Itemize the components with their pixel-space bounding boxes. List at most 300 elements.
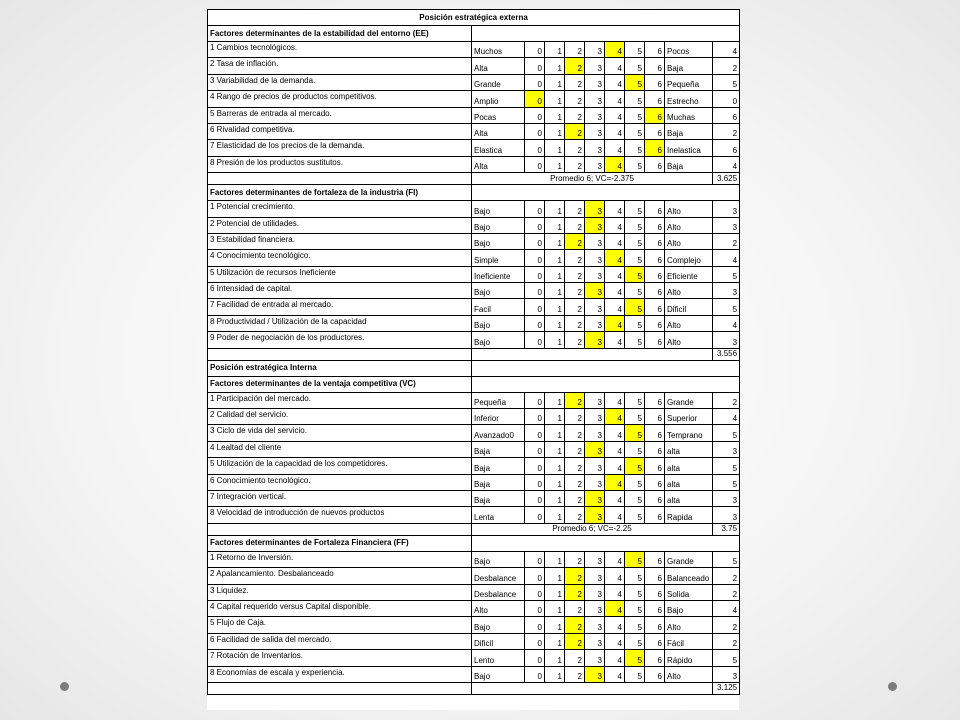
scale-cell-4: 4 bbox=[605, 666, 625, 682]
scale-cell-6: 6 bbox=[645, 568, 665, 584]
scale-cell-4: 4 bbox=[605, 458, 625, 474]
scale-right-label: Complejo bbox=[665, 250, 713, 266]
factor-label: 3 Variabilidad de la demanda. bbox=[208, 74, 472, 90]
factor-label: 8 Productividad / Utilización de la capacidad bbox=[208, 315, 472, 331]
scale-cell-1: 1 bbox=[545, 490, 565, 506]
scale-cell-1: 1 bbox=[545, 425, 565, 441]
scale-cell-0: 0 bbox=[525, 409, 545, 425]
scale-right-label: Pequeña bbox=[665, 74, 713, 90]
scale-cell-0: 0 bbox=[525, 458, 545, 474]
summary-blank bbox=[208, 348, 472, 360]
scale-cell-6: 6 bbox=[645, 392, 665, 408]
scale-cell-4: 4 bbox=[605, 392, 625, 408]
scale-cell-3: 3 bbox=[585, 201, 605, 217]
scale-left-label: Bajo bbox=[472, 283, 525, 299]
section-title: Factores determinantes de Fortaleza Financiera (FF) bbox=[208, 535, 472, 551]
scale-cell-3: 3 bbox=[585, 650, 605, 666]
scale-cell-0: 0 bbox=[525, 568, 545, 584]
scale-cell-0: 0 bbox=[525, 315, 545, 331]
scale-cell-6: 6 bbox=[645, 217, 665, 233]
factor-score: 0 bbox=[713, 91, 740, 107]
factor-row bbox=[208, 217, 740, 233]
scale-cell-4: 4 bbox=[605, 568, 625, 584]
scale-cell-1: 1 bbox=[545, 507, 565, 523]
factor-row bbox=[208, 140, 740, 156]
scale-right-label: Rápido bbox=[665, 650, 713, 666]
factor-row bbox=[208, 58, 740, 74]
scale-right-label: Dificil bbox=[665, 299, 713, 315]
scale-right-label: Alto bbox=[665, 666, 713, 682]
factor-score: 3 bbox=[713, 332, 740, 348]
scale-cell-6: 6 bbox=[645, 666, 665, 682]
scale-cell-3: 3 bbox=[585, 584, 605, 600]
scale-cell-4: 4 bbox=[605, 58, 625, 74]
factor-score: 5 bbox=[713, 474, 740, 490]
scale-cell-1: 1 bbox=[545, 409, 565, 425]
scale-left-label: Elastica bbox=[472, 140, 525, 156]
scale-cell-4: 4 bbox=[605, 233, 625, 249]
scale-right-label: Bajo bbox=[665, 600, 713, 616]
factor-row bbox=[208, 425, 740, 441]
scale-left-label: Bajo bbox=[472, 617, 525, 633]
factor-label: 2 Apalancamiento. Desbalanceado bbox=[208, 568, 472, 584]
scale-right-label: Alto bbox=[665, 201, 713, 217]
scale-cell-5: 5 bbox=[625, 441, 645, 457]
scale-cell-4: 4 bbox=[605, 600, 625, 616]
scale-right-label: Estrecho bbox=[665, 91, 713, 107]
scale-cell-3: 3 bbox=[585, 42, 605, 58]
factor-row bbox=[208, 283, 740, 299]
scale-cell-6: 6 bbox=[645, 507, 665, 523]
scale-cell-5: 5 bbox=[625, 551, 645, 567]
section-title: Factores determinantes de fortaleza de la industria (FI) bbox=[208, 185, 472, 201]
scale-cell-3: 3 bbox=[585, 474, 605, 490]
scale-cell-1: 1 bbox=[545, 332, 565, 348]
scale-cell-2: 2 bbox=[565, 315, 585, 331]
factor-score: 2 bbox=[713, 123, 740, 139]
scale-right-label: Fácil bbox=[665, 633, 713, 649]
scale-cell-3: 3 bbox=[585, 266, 605, 282]
scale-left-label: Bajo bbox=[472, 217, 525, 233]
scale-cell-6: 6 bbox=[645, 458, 665, 474]
scale-cell-4: 4 bbox=[605, 633, 625, 649]
scale-cell-5: 5 bbox=[625, 58, 645, 74]
section-title: Factores determinantes de la estabilidad del entorno (EE) bbox=[208, 26, 472, 42]
scale-cell-4: 4 bbox=[605, 650, 625, 666]
scale-cell-5: 5 bbox=[625, 74, 645, 90]
scale-cell-5: 5 bbox=[625, 233, 645, 249]
scale-cell-4: 4 bbox=[605, 299, 625, 315]
scale-cell-1: 1 bbox=[545, 201, 565, 217]
scale-cell-1: 1 bbox=[545, 600, 565, 616]
scale-cell-3: 3 bbox=[585, 217, 605, 233]
scale-cell-4: 4 bbox=[605, 74, 625, 90]
factor-row bbox=[208, 42, 740, 58]
scale-cell-0: 0 bbox=[525, 217, 545, 233]
factor-row bbox=[208, 507, 740, 523]
scale-cell-1: 1 bbox=[545, 250, 565, 266]
section-average bbox=[472, 682, 713, 694]
scale-right-label: alta bbox=[665, 490, 713, 506]
scale-right-label: Alto bbox=[665, 315, 713, 331]
factor-score: 6 bbox=[713, 140, 740, 156]
scale-cell-0: 0 bbox=[525, 156, 545, 172]
scale-cell-2: 2 bbox=[565, 107, 585, 123]
scale-cell-1: 1 bbox=[545, 74, 565, 90]
scale-cell-3: 3 bbox=[585, 283, 605, 299]
scale-cell-0: 0 bbox=[525, 600, 545, 616]
factor-score: 5 bbox=[713, 266, 740, 282]
scale-left-label: Desbalance bbox=[472, 584, 525, 600]
factor-row bbox=[208, 441, 740, 457]
scale-cell-2: 2 bbox=[565, 283, 585, 299]
factor-score: 3 bbox=[713, 201, 740, 217]
factor-score: 3 bbox=[713, 217, 740, 233]
scale-cell-1: 1 bbox=[545, 617, 565, 633]
factor-label: 6 Intensidad de capital. bbox=[208, 283, 472, 299]
scale-left-label: Alto bbox=[472, 600, 525, 616]
scale-cell-4: 4 bbox=[605, 217, 625, 233]
scale-cell-6: 6 bbox=[645, 425, 665, 441]
section-total: 3.125 bbox=[713, 682, 740, 694]
scale-left-label: Desbalance bbox=[472, 568, 525, 584]
scale-cell-5: 5 bbox=[625, 425, 645, 441]
scale-left-label: Baja bbox=[472, 490, 525, 506]
factor-label: 7 Facilidad de entrada al mercado. bbox=[208, 299, 472, 315]
section-header-row bbox=[208, 26, 740, 42]
factor-row bbox=[208, 201, 740, 217]
scale-cell-6: 6 bbox=[645, 58, 665, 74]
scale-cell-5: 5 bbox=[625, 266, 645, 282]
strategic-position-sheet bbox=[207, 9, 739, 710]
factor-score: 5 bbox=[713, 551, 740, 567]
scale-cell-3: 3 bbox=[585, 233, 605, 249]
scale-left-label: Ineficiente bbox=[472, 266, 525, 282]
scale-cell-4: 4 bbox=[605, 123, 625, 139]
section-title: Factores determinantes de la ventaja competitiva (VC) bbox=[208, 376, 472, 392]
scale-left-label: Bajo bbox=[472, 551, 525, 567]
scale-left-label: Muchos bbox=[472, 42, 525, 58]
scale-left-label: Baja bbox=[472, 474, 525, 490]
factor-score: 2 bbox=[713, 568, 740, 584]
scale-cell-1: 1 bbox=[545, 123, 565, 139]
scale-cell-3: 3 bbox=[585, 156, 605, 172]
scale-cell-3: 3 bbox=[585, 74, 605, 90]
scale-cell-0: 0 bbox=[525, 617, 545, 633]
scale-cell-1: 1 bbox=[545, 140, 565, 156]
scale-left-label: Facil bbox=[472, 299, 525, 315]
scale-cell-3: 3 bbox=[585, 633, 605, 649]
strategic-position-table bbox=[207, 9, 740, 695]
scale-cell-0: 0 bbox=[525, 123, 545, 139]
factor-score: 5 bbox=[713, 458, 740, 474]
scale-cell-5: 5 bbox=[625, 650, 645, 666]
scale-right-label: Superior bbox=[665, 409, 713, 425]
scale-cell-0: 0 bbox=[525, 650, 545, 666]
factor-label: 3 Estabilidad financiera. bbox=[208, 233, 472, 249]
scale-cell-3: 3 bbox=[585, 392, 605, 408]
scale-cell-6: 6 bbox=[645, 299, 665, 315]
scale-right-label: Inelastica bbox=[665, 140, 713, 156]
scale-cell-3: 3 bbox=[585, 507, 605, 523]
scale-cell-0: 0 bbox=[525, 299, 545, 315]
scale-cell-0: 0 bbox=[525, 507, 545, 523]
scale-cell-0: 0 bbox=[525, 91, 545, 107]
factor-label: 5 Barreras de entrada al mercado. bbox=[208, 107, 472, 123]
scale-cell-1: 1 bbox=[545, 650, 565, 666]
scale-cell-4: 4 bbox=[605, 140, 625, 156]
section-header-blank bbox=[472, 26, 740, 42]
scale-cell-2: 2 bbox=[565, 201, 585, 217]
scale-cell-4: 4 bbox=[605, 156, 625, 172]
scale-right-label: alta bbox=[665, 458, 713, 474]
scale-cell-3: 3 bbox=[585, 250, 605, 266]
factor-score: 6 bbox=[713, 107, 740, 123]
scale-cell-2: 2 bbox=[565, 409, 585, 425]
scale-cell-4: 4 bbox=[605, 507, 625, 523]
scale-cell-1: 1 bbox=[545, 392, 565, 408]
section-average: Promedio 6; VC=-2.25 bbox=[472, 523, 713, 535]
factor-label: 3 Liquidez. bbox=[208, 584, 472, 600]
scale-cell-1: 1 bbox=[545, 315, 565, 331]
scale-right-label: Alto bbox=[665, 283, 713, 299]
section-summary-row bbox=[208, 682, 740, 694]
factor-row bbox=[208, 584, 740, 600]
factor-label: 1 Retorno de Inversión. bbox=[208, 551, 472, 567]
section-summary-row bbox=[208, 348, 740, 360]
scale-cell-1: 1 bbox=[545, 474, 565, 490]
scale-cell-5: 5 bbox=[625, 507, 645, 523]
scale-left-label: Alta bbox=[472, 156, 525, 172]
scale-cell-5: 5 bbox=[625, 299, 645, 315]
factor-row bbox=[208, 91, 740, 107]
scale-right-label: Baja bbox=[665, 123, 713, 139]
factor-row bbox=[208, 332, 740, 348]
factor-row bbox=[208, 633, 740, 649]
scale-cell-2: 2 bbox=[565, 392, 585, 408]
scale-left-label: Pocas bbox=[472, 107, 525, 123]
section-average bbox=[472, 348, 713, 360]
factor-label: 9 Poder de negociación de los productores. bbox=[208, 332, 472, 348]
scale-cell-4: 4 bbox=[605, 409, 625, 425]
factor-score: 2 bbox=[713, 392, 740, 408]
section-title: Posición estratégica externa bbox=[208, 10, 740, 26]
scale-cell-5: 5 bbox=[625, 474, 645, 490]
scale-cell-4: 4 bbox=[605, 441, 625, 457]
factor-row bbox=[208, 458, 740, 474]
scale-cell-4: 4 bbox=[605, 474, 625, 490]
scale-cell-2: 2 bbox=[565, 490, 585, 506]
factor-label: 5 Utilización de la capacidad de los competidores. bbox=[208, 458, 472, 474]
scale-right-label: Pocos bbox=[665, 42, 713, 58]
factor-label: 6 Facilidad de salida del mercado. bbox=[208, 633, 472, 649]
scale-cell-5: 5 bbox=[625, 123, 645, 139]
factor-label: 1 Cambios tecnológicos. bbox=[208, 42, 472, 58]
factor-label: 1 Participación del mercado. bbox=[208, 392, 472, 408]
scale-cell-4: 4 bbox=[605, 250, 625, 266]
scale-cell-5: 5 bbox=[625, 332, 645, 348]
section-header-row bbox=[208, 10, 740, 26]
scale-cell-4: 4 bbox=[605, 490, 625, 506]
scale-cell-0: 0 bbox=[525, 425, 545, 441]
scale-cell-6: 6 bbox=[645, 201, 665, 217]
scale-cell-2: 2 bbox=[565, 441, 585, 457]
scale-cell-5: 5 bbox=[625, 315, 645, 331]
scale-cell-2: 2 bbox=[565, 600, 585, 616]
factor-score: 2 bbox=[713, 233, 740, 249]
scale-cell-6: 6 bbox=[645, 107, 665, 123]
section-header-blank bbox=[472, 185, 740, 201]
scale-cell-1: 1 bbox=[545, 584, 565, 600]
scale-left-label: Alta bbox=[472, 123, 525, 139]
factor-row bbox=[208, 74, 740, 90]
scale-left-label: Grande bbox=[472, 74, 525, 90]
factor-label: 8 Economías de escala y experiencia. bbox=[208, 666, 472, 682]
section-header-blank bbox=[472, 360, 740, 376]
scale-cell-0: 0 bbox=[525, 490, 545, 506]
scale-cell-1: 1 bbox=[545, 441, 565, 457]
factor-score: 4 bbox=[713, 250, 740, 266]
scale-cell-6: 6 bbox=[645, 283, 665, 299]
scale-cell-4: 4 bbox=[605, 617, 625, 633]
factor-score: 4 bbox=[713, 409, 740, 425]
scale-cell-3: 3 bbox=[585, 666, 605, 682]
scale-right-label: Muchas bbox=[665, 107, 713, 123]
factor-row bbox=[208, 107, 740, 123]
scale-cell-6: 6 bbox=[645, 74, 665, 90]
scale-cell-2: 2 bbox=[565, 458, 585, 474]
scale-cell-3: 3 bbox=[585, 409, 605, 425]
scale-cell-2: 2 bbox=[565, 74, 585, 90]
scale-right-label: Alto bbox=[665, 233, 713, 249]
scale-cell-2: 2 bbox=[565, 250, 585, 266]
scale-cell-2: 2 bbox=[565, 425, 585, 441]
scale-cell-2: 2 bbox=[565, 474, 585, 490]
scale-cell-0: 0 bbox=[525, 42, 545, 58]
scale-cell-1: 1 bbox=[545, 233, 565, 249]
scale-left-label: Bajo bbox=[472, 201, 525, 217]
factor-row bbox=[208, 266, 740, 282]
section-summary-row bbox=[208, 173, 740, 185]
factor-score: 2 bbox=[713, 58, 740, 74]
scale-left-label: Lenta bbox=[472, 507, 525, 523]
scale-cell-5: 5 bbox=[625, 568, 645, 584]
scale-right-label: Baja bbox=[665, 58, 713, 74]
section-title: Posición estratégica Interna bbox=[208, 360, 472, 376]
scale-cell-2: 2 bbox=[565, 299, 585, 315]
factor-label: 8 Velocidad de introducción de nuevos productos bbox=[208, 507, 472, 523]
scale-cell-6: 6 bbox=[645, 650, 665, 666]
scale-cell-5: 5 bbox=[625, 617, 645, 633]
scale-right-label: alta bbox=[665, 441, 713, 457]
scale-cell-1: 1 bbox=[545, 633, 565, 649]
scale-left-label: Simple bbox=[472, 250, 525, 266]
factor-row bbox=[208, 156, 740, 172]
scale-cell-4: 4 bbox=[605, 201, 625, 217]
scale-cell-0: 0 bbox=[525, 441, 545, 457]
scale-cell-6: 6 bbox=[645, 91, 665, 107]
factor-row bbox=[208, 315, 740, 331]
scale-cell-3: 3 bbox=[585, 600, 605, 616]
scale-left-label: Avanzado0 bbox=[472, 425, 525, 441]
slide-nav-dot-right bbox=[888, 682, 897, 691]
scale-right-label: Temprano bbox=[665, 425, 713, 441]
summary-blank bbox=[208, 523, 472, 535]
section-header-row bbox=[208, 535, 740, 551]
scale-cell-1: 1 bbox=[545, 283, 565, 299]
scale-cell-6: 6 bbox=[645, 409, 665, 425]
scale-cell-5: 5 bbox=[625, 283, 645, 299]
summary-blank bbox=[208, 173, 472, 185]
scale-cell-3: 3 bbox=[585, 551, 605, 567]
factor-score: 5 bbox=[713, 650, 740, 666]
slide-nav-dot-left bbox=[60, 682, 69, 691]
scale-cell-6: 6 bbox=[645, 156, 665, 172]
factor-label: 6 Conocimiento tecnológico. bbox=[208, 474, 472, 490]
scale-cell-2: 2 bbox=[565, 551, 585, 567]
scale-cell-0: 0 bbox=[525, 107, 545, 123]
scale-cell-3: 3 bbox=[585, 140, 605, 156]
scale-cell-0: 0 bbox=[525, 474, 545, 490]
factor-score: 3 bbox=[713, 666, 740, 682]
scale-cell-1: 1 bbox=[545, 91, 565, 107]
scale-cell-3: 3 bbox=[585, 332, 605, 348]
scale-cell-2: 2 bbox=[565, 568, 585, 584]
scale-cell-5: 5 bbox=[625, 633, 645, 649]
factor-row bbox=[208, 490, 740, 506]
factor-row bbox=[208, 409, 740, 425]
scale-right-label: Baja bbox=[665, 156, 713, 172]
scale-cell-6: 6 bbox=[645, 551, 665, 567]
factor-score: 5 bbox=[713, 425, 740, 441]
scale-left-label: Bajo bbox=[472, 666, 525, 682]
scale-cell-6: 6 bbox=[645, 600, 665, 616]
scale-cell-5: 5 bbox=[625, 156, 645, 172]
scale-cell-2: 2 bbox=[565, 650, 585, 666]
scale-cell-5: 5 bbox=[625, 217, 645, 233]
factor-label: 2 Calidad del servicio. bbox=[208, 409, 472, 425]
scale-cell-6: 6 bbox=[645, 140, 665, 156]
scale-cell-4: 4 bbox=[605, 425, 625, 441]
scale-cell-2: 2 bbox=[565, 91, 585, 107]
scale-cell-5: 5 bbox=[625, 107, 645, 123]
scale-cell-0: 0 bbox=[525, 74, 545, 90]
scale-cell-1: 1 bbox=[545, 217, 565, 233]
section-total: 3.625 bbox=[713, 173, 740, 185]
scale-cell-2: 2 bbox=[565, 217, 585, 233]
scale-cell-2: 2 bbox=[565, 507, 585, 523]
scale-cell-6: 6 bbox=[645, 584, 665, 600]
factor-row bbox=[208, 233, 740, 249]
factor-label: 6 Rivalidad competitiva. bbox=[208, 123, 472, 139]
section-header-blank bbox=[472, 535, 740, 551]
scale-cell-2: 2 bbox=[565, 332, 585, 348]
scale-cell-5: 5 bbox=[625, 409, 645, 425]
scale-cell-5: 5 bbox=[625, 666, 645, 682]
scale-left-label: Inferior bbox=[472, 409, 525, 425]
scale-cell-3: 3 bbox=[585, 458, 605, 474]
scale-cell-0: 0 bbox=[525, 633, 545, 649]
scale-cell-2: 2 bbox=[565, 140, 585, 156]
scale-cell-0: 0 bbox=[525, 584, 545, 600]
scale-cell-0: 0 bbox=[525, 283, 545, 299]
scale-cell-6: 6 bbox=[645, 474, 665, 490]
scale-right-label: Rapida bbox=[665, 507, 713, 523]
factor-score: 4 bbox=[713, 315, 740, 331]
scale-cell-1: 1 bbox=[545, 156, 565, 172]
scale-cell-5: 5 bbox=[625, 490, 645, 506]
scale-cell-6: 6 bbox=[645, 250, 665, 266]
